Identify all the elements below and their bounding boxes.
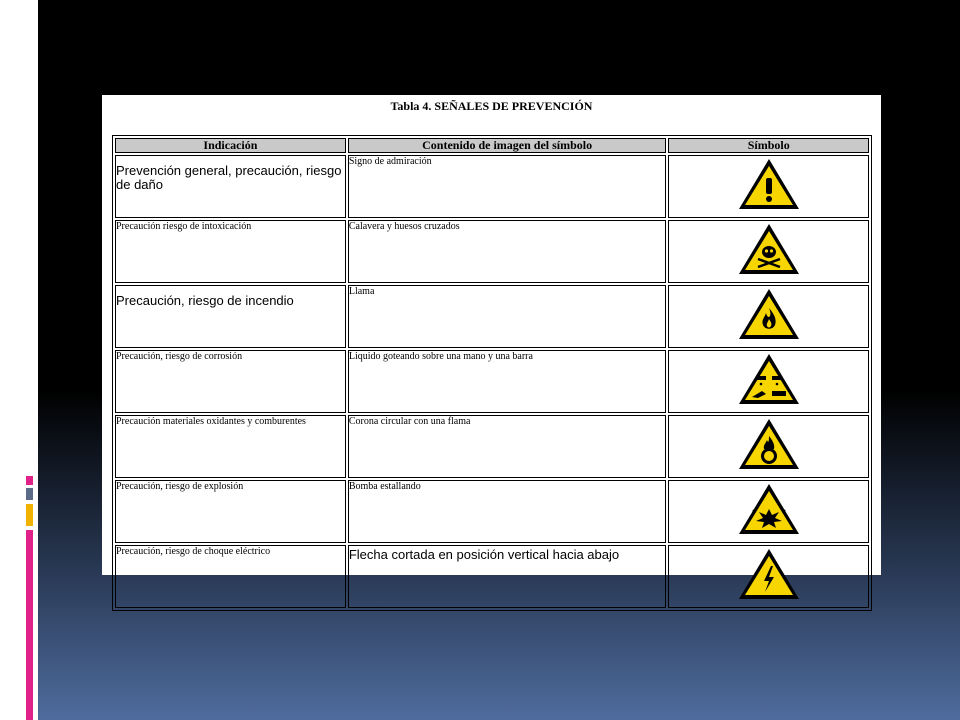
electric-shock-icon: [736, 546, 802, 602]
indication-cell: Precaución materiales oxidantes y comburentes: [115, 415, 346, 478]
symbol-cell: [668, 220, 869, 283]
table-header-row: [115, 138, 869, 153]
document-image: [102, 95, 881, 575]
accent-block-slate: [26, 488, 33, 500]
table-row: [115, 155, 869, 218]
table-title: Tabla 4. SEÑALES DE PREVENCIÓN: [390, 99, 593, 113]
indication-cell: Precaución, riesgo de incendio: [115, 285, 346, 348]
decorative-stripe: [32, 35, 35, 110]
accent-bar-pink: [26, 530, 33, 720]
content-cell: Liquido goteando sobre una mano y una barra: [348, 350, 667, 413]
exclamation-warning-icon: [736, 156, 802, 212]
table-row: [115, 415, 869, 478]
indication-cell: Precaución, riesgo de choque eléctrico: [115, 545, 346, 608]
symbol-cell: [668, 480, 869, 543]
header-simbolo: Símbolo: [668, 138, 869, 153]
symbol-cell: [668, 285, 869, 348]
symbol-cell: [668, 155, 869, 218]
table-row: [115, 220, 869, 283]
corrosion-icon: [736, 351, 802, 407]
table-row: [115, 285, 869, 348]
oxidizer-icon: [736, 416, 802, 472]
table-row: [115, 350, 869, 413]
decorative-stripe: [27, 30, 30, 110]
symbol-cell: [668, 415, 869, 478]
header-indicacion: Indicación: [115, 138, 346, 153]
accent-block-gold: [26, 504, 33, 526]
symbol-cell: [668, 350, 869, 413]
explosion-icon: [736, 481, 802, 537]
content-cell: Calavera y huesos cruzados: [348, 220, 667, 283]
indication-cell: Prevención general, precaución, riesgo de daño: [115, 155, 346, 218]
accent-block-pink: [26, 476, 33, 485]
table-row: [115, 545, 869, 608]
skull-crossbones-icon: [736, 221, 802, 277]
decorative-stripe: [22, 20, 25, 120]
table-row: [115, 480, 869, 543]
content-cell: Signo de admiración: [348, 155, 667, 218]
content-cell: Bomba estallando: [348, 480, 667, 543]
indication-cell: Precaución riesgo de intoxicación: [115, 220, 346, 283]
warning-signs-table: [112, 135, 872, 611]
content-cell: Llama: [348, 285, 667, 348]
content-cell: Corona circular con una flama: [348, 415, 667, 478]
indication-cell: Precaución, riesgo de corrosión: [115, 350, 346, 413]
header-contenido: Contenido de imagen del símbolo: [348, 138, 667, 153]
content-cell: Flecha cortada en posición vertical hacia abajo: [348, 545, 667, 608]
flame-icon: [736, 286, 802, 342]
symbol-cell: [668, 545, 869, 608]
indication-cell: Precaución, riesgo de explosión: [115, 480, 346, 543]
